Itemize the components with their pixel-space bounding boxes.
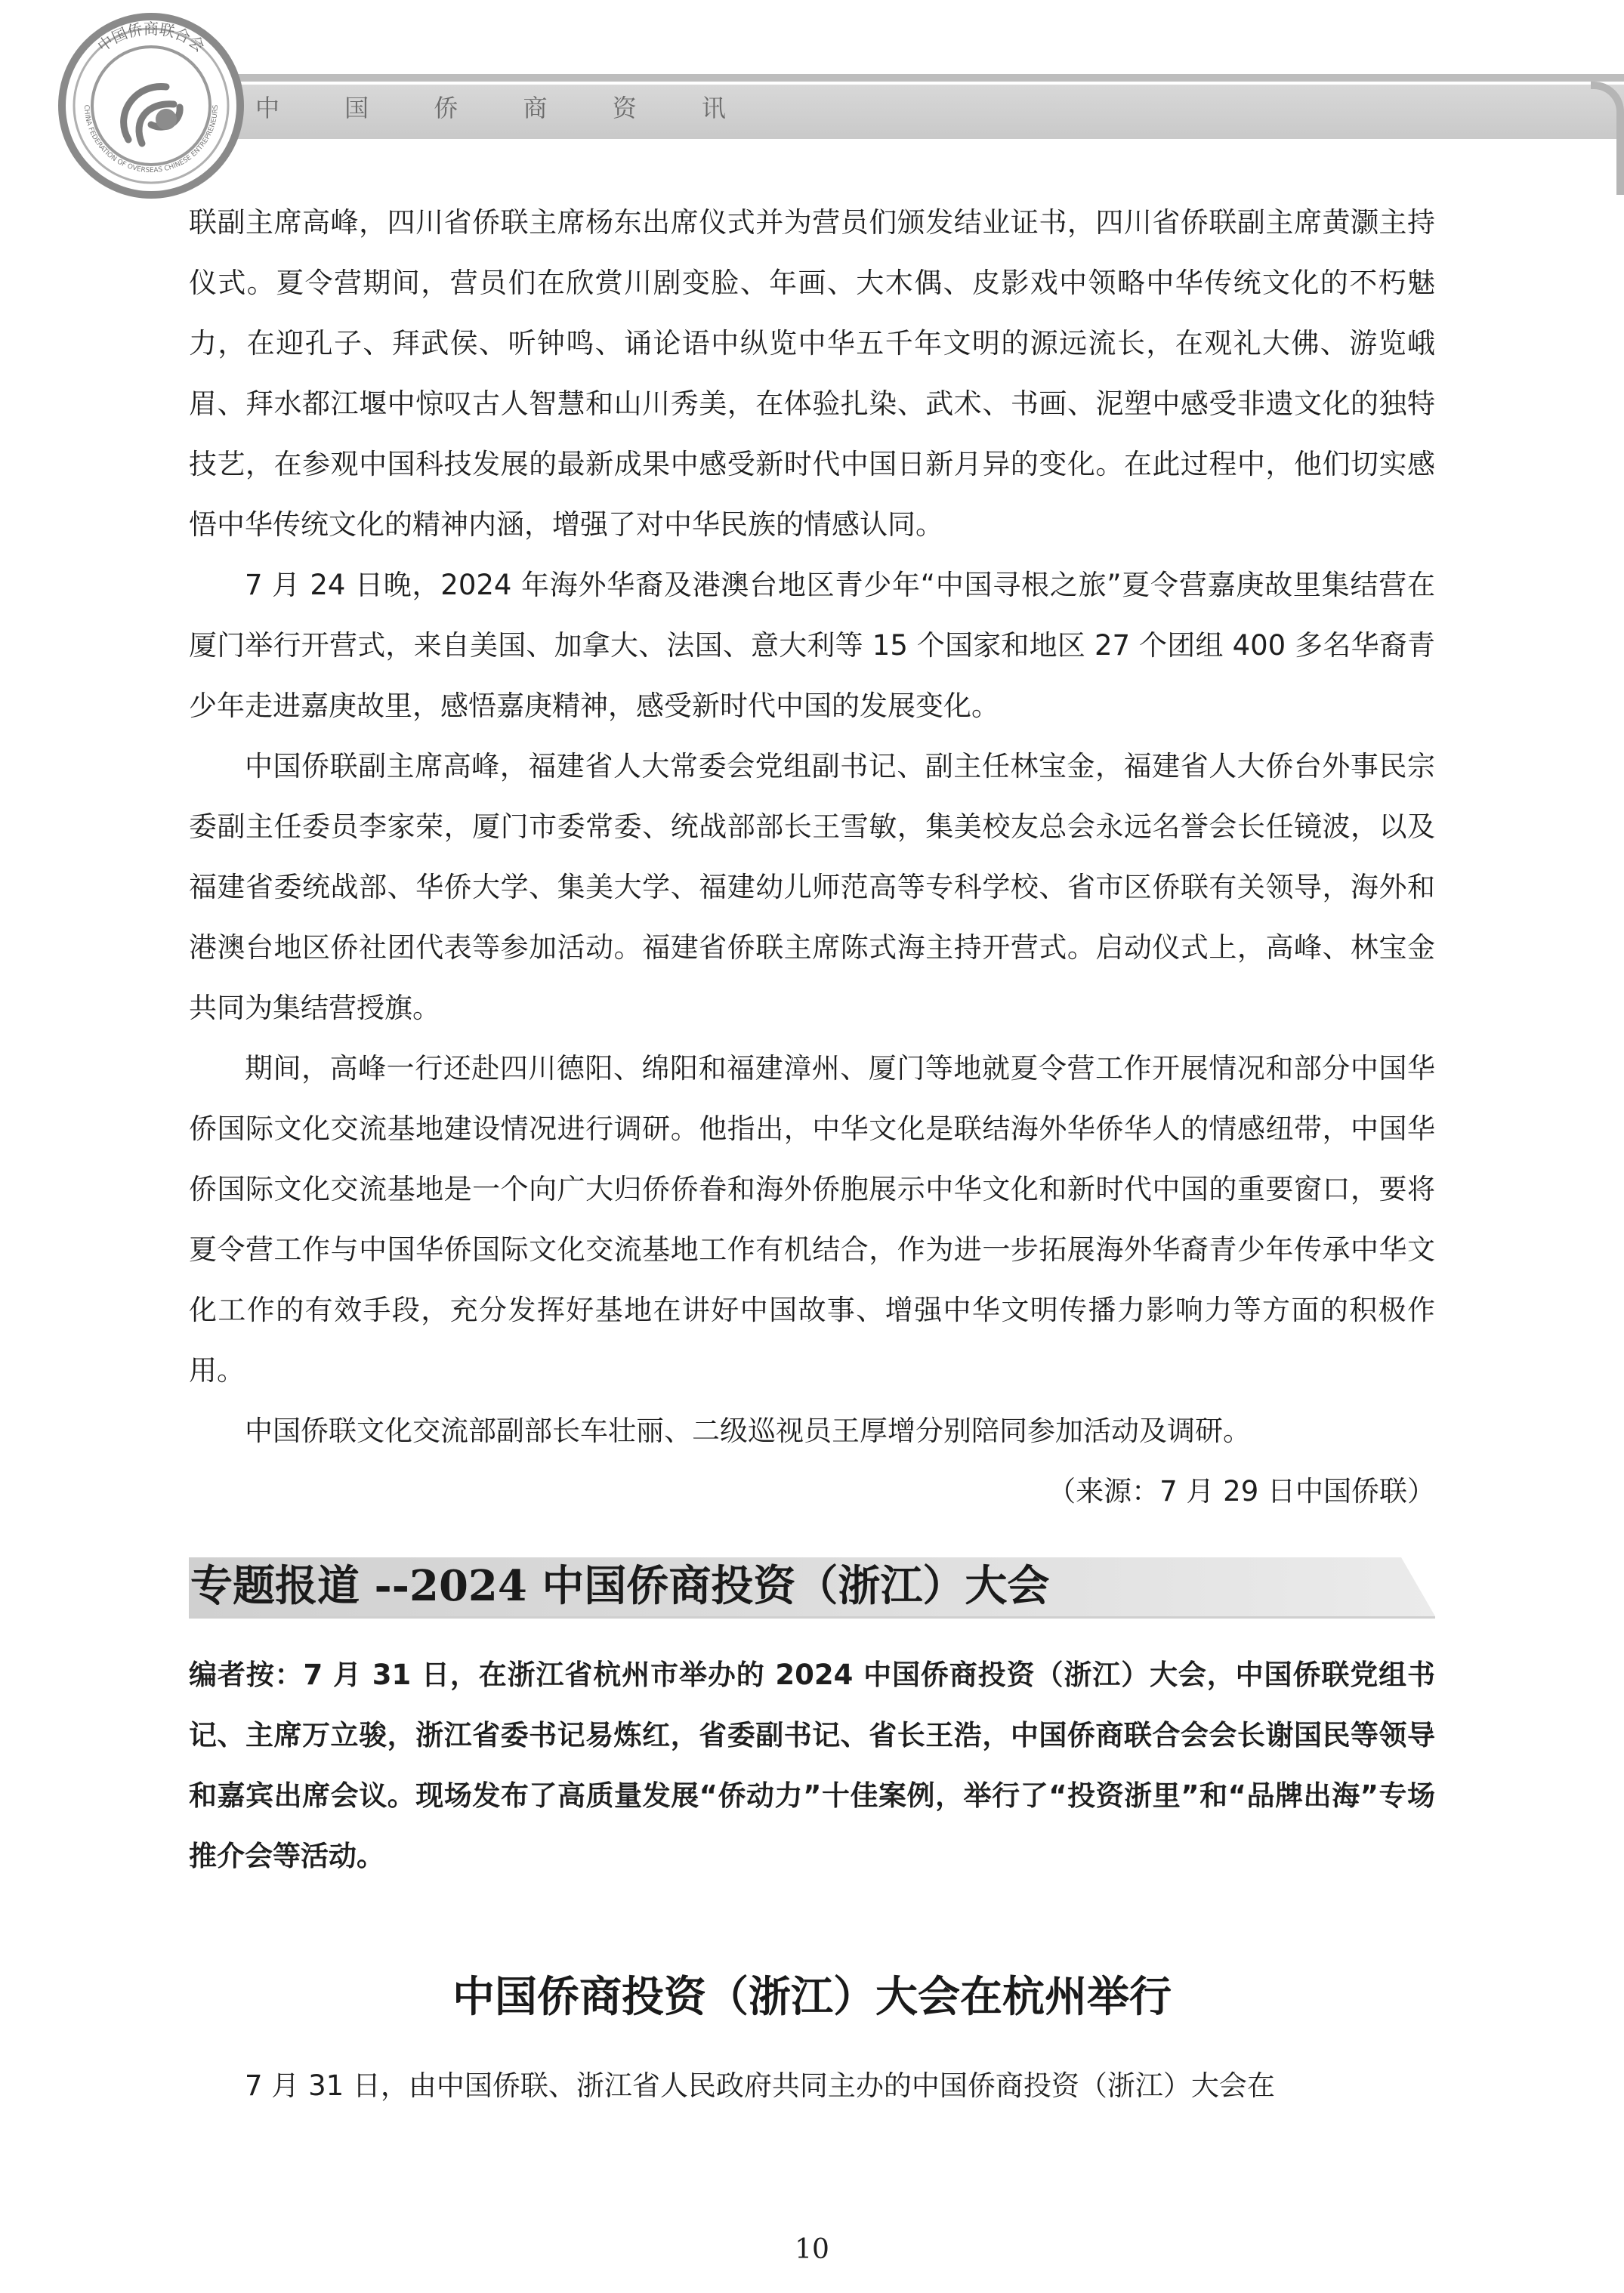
- page-number: 10: [795, 2234, 829, 2265]
- source-citation: （来源：7 月 29 日中国侨联）: [1048, 1475, 1435, 1508]
- logo-ring-text: 中国侨商联合会: [94, 19, 208, 56]
- section-title-underline: [189, 1616, 1435, 1619]
- body-paragraph: 7 月 24 日晚，2024 年海外华裔及港澳台地区青少年“中国寻根之旅”夏令营嘉庚故里集结营在厦门举行开营式，来自美国、加拿大、法国、意大利等 15 个国家和地区 27 个团组 400 多名华裔青少年走进嘉庚故里，感悟嘉庚精神，感受新时代中国的发展变化。: [189, 569, 1435, 722]
- body-paragraph: 中国侨联副主席高峰，福建省人大常委会党组副书记、副主任林宝金，福建省人大侨台外事民宗委副主任委员李家荣，厦门市委常委、统战部部长王雪敏，集美校友总会永远名誉会长任镜波，以及福建省委统战部、华侨大学、集美大学、福建幼儿师范高等专科学校、省市区侨联有关领导，海外和港澳台地区侨社团代表等参加活动。福建省侨联主席陈式海主持开营式。启动仪式上，高峰、林宝金共同为集结营授旗。: [189, 750, 1435, 1024]
- header-band-accent: [189, 74, 1624, 82]
- section-title: 专题报道 --2024 中国侨商投资（浙江）大会: [190, 1561, 1050, 1611]
- body-paragraph: 联副主席高峰，四川省侨联主席杨东出席仪式并为营员们颁发结业证书，四川省侨联副主席黄灏主持仪式。夏令营期间，营员们在欣赏川剧变脸、年画、大木偶、皮影戏中领略中华传统文化的不朽魅力，在迎孔子、拜武侯、听钟鸣、诵论语中纵览中华五千年文明的源远流长，在观礼大佛、游览峨眉、拜水都江堰中惊叹古人智慧和山川秀美，在体验扎染、武术、书画、泥塑中感受非遗文化的独特技艺，在参观中国科技发展的最新成果中感受新时代中国日新月异的变化。在此过程中，他们切实感悟中华传统文化的精神内涵，增强了对中华民族的情感认同。: [189, 206, 1435, 541]
- logo-ring-subtext: CHINA FEDERATION OF OVERSEAS CHINESE ENTREPRENEURS: [82, 104, 221, 175]
- article-first-line: 7 月 31 日，由中国侨联、浙江省人民政府共同主办的中国侨商投资（浙江）大会在: [245, 2069, 1275, 2102]
- publication-title: 中 国 侨 商 资 讯: [255, 94, 755, 122]
- federation-logo: [53, 8, 249, 204]
- body-paragraph: 中国侨联文化交流部副部长车壮丽、二级巡视员王厚增分别陪同参加活动及调研。: [245, 1415, 1251, 1447]
- article-title: 中国侨商投资（浙江）大会在杭州举行: [452, 1973, 1172, 2022]
- header-corner-decoration: [1591, 82, 1624, 195]
- editor-note: 编者按：7 月 31 日，在浙江省杭州市举办的 2024 中国侨商投资（浙江）大会，中国侨联党组书记、主席万立骏，浙江省委书记易炼红，省委副书记、省长王浩，中国侨商联合会会长谢国民等领导和嘉宾出席会议。现场发布了高质量发展“侨动力”十佳案例，举行了“投资浙里”和“品牌出海”专场推介会等活动。: [189, 1659, 1435, 1872]
- body-paragraph: 期间，高峰一行还赴四川德阳、绵阳和福建漳州、厦门等地就夏令营工作开展情况和部分中国华侨国际文化交流基地建设情况进行调研。他指出，中华文化是联结海外华侨华人的情感纽带，中国华侨国际文化交流基地是一个向广大归侨侨眷和海外侨胞展示中华文化和新时代中国的重要窗口，要将夏令营工作与中国华侨国际文化交流基地工作有机结合，作为进一步拓展海外华裔青少年传承中华文化工作的有效手段，充分发挥好基地在讲好中国故事、增强中华文明传播力影响力等方面的积极作用。: [189, 1052, 1435, 1387]
- article-body: [189, 193, 1435, 1522]
